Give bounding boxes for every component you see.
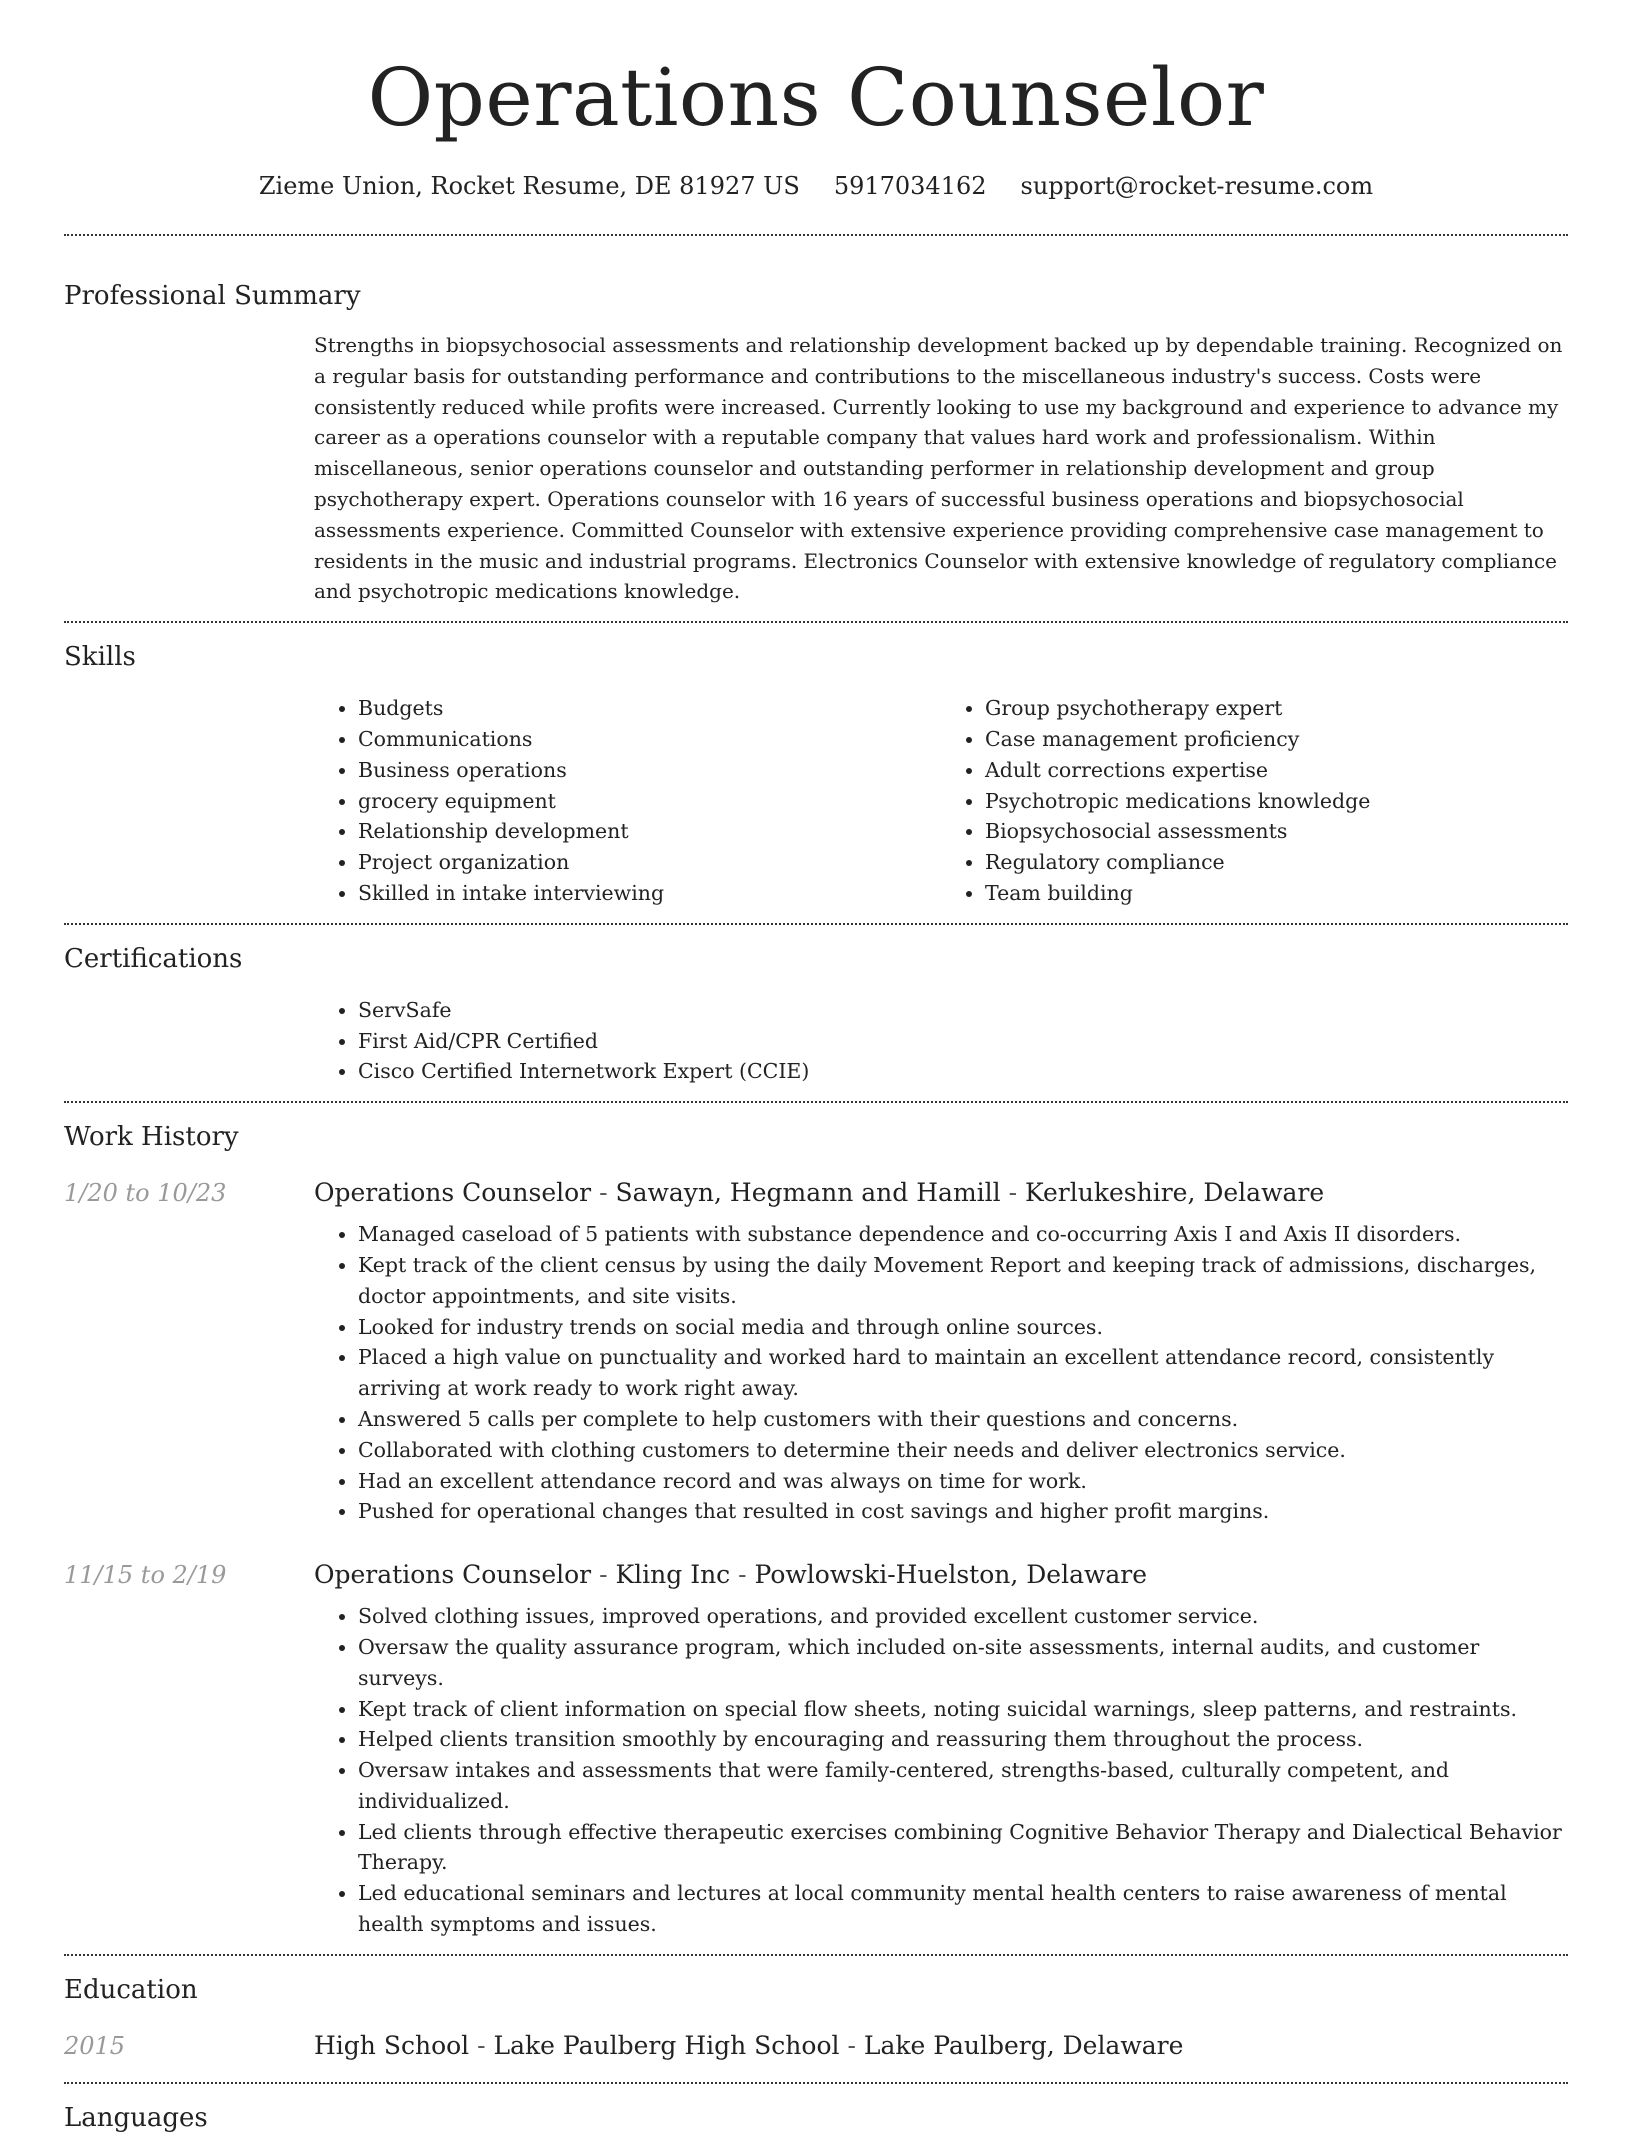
list-item: • Looked for industry trends on social media and through online sources. <box>358 1312 1568 1343</box>
list-item: • Collaborated with clothing customers to determine their needs and deliver electronics service. <box>358 1435 1568 1466</box>
skills-heading: Skills <box>64 642 136 673</box>
job-title-line <box>314 1177 1568 1209</box>
list-item: • Relationship development <box>358 816 941 847</box>
job-company: Kling Inc <box>615 1560 731 1590</box>
list-item: • First Aid/CPR Certified <box>358 1026 1568 1057</box>
education-school: Lake Paulberg High School <box>493 2030 840 2060</box>
separator: - <box>591 1178 616 1208</box>
list-item: • Managed caseload of 5 patients with substance dependence and co-occurring Axis I and Axis II disorders. <box>358 1219 1568 1250</box>
education-section <box>64 1954 1568 2082</box>
certifications-section <box>64 923 1568 1101</box>
separator: - <box>469 2030 494 2060</box>
list-item: • Cisco Certified Internetwork Expert (CCIE) <box>358 1056 1568 1087</box>
skills-section <box>64 621 1568 923</box>
list-item: • Communications <box>358 724 941 755</box>
job-company: Sawayn, Hegmann and Hamill <box>615 1178 1001 1208</box>
list-item: • Led educational seminars and lectures at local community mental health centers to raise awareness of mental health symptoms and issues. <box>358 1878 1568 1940</box>
list-item: • Kept track of client information on special flow sheets, noting suicidal warnings, sleep patterns, and restraints. <box>358 1694 1568 1725</box>
education-date: 2015 <box>64 2031 126 2060</box>
skills-list-left <box>314 693 941 909</box>
job-role: Operations Counselor <box>314 1178 592 1208</box>
separator: - <box>730 1560 755 1590</box>
skills-columns <box>314 673 1568 923</box>
list-item: • Case management proficiency <box>985 724 1568 755</box>
education-heading: Education <box>64 1974 198 2005</box>
languages-heading: Languages <box>64 2102 208 2133</box>
education-entry <box>64 2030 1568 2082</box>
list-item: • Skilled in intake interviewing <box>358 878 941 909</box>
list-item: • Team building <box>985 878 1568 909</box>
certifications-list <box>314 995 1568 1087</box>
certifications-heading: Certifications <box>64 943 243 974</box>
separator: - <box>839 2030 864 2060</box>
contact-line <box>0 172 1632 200</box>
contact-email: support@rocket-resume.com <box>1020 172 1374 200</box>
certifications-body <box>314 975 1568 1101</box>
list-item: • Kept track of the client census by using the daily Movement Report and keeping track of admissions, discharges, doctor appointments, and site visits. <box>358 1250 1568 1312</box>
education-title-line <box>314 2030 1568 2062</box>
summary-text: Strengths in biopsychosocial assessments and relationship development backed up by dependable training. Recognized on a regular basis for outstanding performance and contributions to the miscellaneous industry's success. Costs were consistently reduced while profits were increased. Currently looking to use my background and experience to advance my career as a operations counselor with a reputable company that values hard work and professionalism. Within miscellaneous, senior operations counselor and outstanding performer in relationship development and group psychotherapy expert. Operations counselor with 16 years of successful business operations and biopsychosocial assessments experience. Committed Counselor with extensive experience providing comprehensive case management to residents in the music and industrial programs. Electronics Counselor with extensive knowledge of regulatory compliance and psychotropic medications knowledge. <box>314 333 1563 604</box>
list-item: • Group psychotherapy expert <box>985 693 1568 724</box>
contact-address: Zieme Union, Rocket Resume, DE 81927 US <box>258 172 800 200</box>
job-title-line <box>314 1559 1568 1591</box>
list-item: • Solved clothing issues, improved operations, and provided excellent customer service. <box>358 1601 1568 1632</box>
list-item: • Budgets <box>358 693 941 724</box>
job-role: Operations Counselor <box>314 1560 592 1590</box>
list-item: • ServSafe <box>358 995 1568 1026</box>
summary-heading: Professional Summary <box>64 281 361 311</box>
list-item: • Had an excellent attendance record and was always on time for work. <box>358 1466 1568 1497</box>
list-item: • Psychotropic medications knowledge <box>985 786 1568 817</box>
job-location: Powlowski-Huelston, Delaware <box>754 1560 1148 1590</box>
job-entry <box>64 1177 1568 1527</box>
summary-section <box>64 234 1568 621</box>
contact-phone: 5917034162 <box>833 172 987 200</box>
list-item: • Regulatory compliance <box>985 847 1568 878</box>
list-item: • Led clients through effective therapeutic exercises combining Cognitive Behavior Therapy and Dialectical Behavior Therapy. <box>358 1817 1568 1879</box>
work-history-section <box>64 1101 1568 1954</box>
list-item: • Business operations <box>358 755 941 786</box>
list-item: • Answered 5 calls per complete to help customers with their questions and concerns. <box>358 1404 1568 1435</box>
separator: - <box>1000 1178 1025 1208</box>
languages-section <box>64 2082 1568 2134</box>
job-location: Kerlukeshire, Delaware <box>1024 1178 1325 1208</box>
education-location: Lake Paulberg, Delaware <box>863 2030 1184 2060</box>
list-item: • Placed a high value on punctuality and worked hard to maintain an excellent attendance record, consistently arriving at work ready to work right away. <box>358 1342 1568 1404</box>
list-item: • Biopsychosocial assessments <box>985 816 1568 847</box>
job-date: 1/20 to 10/23 <box>64 1179 227 1208</box>
job-bullets <box>314 1219 1568 1527</box>
job-entry <box>64 1559 1568 1954</box>
work-history-heading: Work History <box>64 1122 239 1153</box>
education-degree: High School <box>314 2030 470 2060</box>
list-item: • Helped clients transition smoothly by encouraging and reassuring them throughout the process. <box>358 1724 1568 1755</box>
job-date: 11/15 to 2/19 <box>64 1561 227 1590</box>
job-bullets <box>314 1601 1568 1940</box>
list-item: • Adult corrections expertise <box>985 755 1568 786</box>
skills-list-right <box>941 693 1568 909</box>
separator: - <box>591 1560 616 1590</box>
resume-name: Operations Counselor <box>367 51 1265 144</box>
list-item: • Pushed for operational changes that resulted in cost savings and higher profit margins. <box>358 1496 1568 1527</box>
list-item: • Project organization <box>358 847 941 878</box>
list-item: • Oversaw intakes and assessments that were family-centered, strengths-based, culturally competent, and individualized. <box>358 1755 1568 1817</box>
list-item: • grocery equipment <box>358 786 941 817</box>
list-item: • Oversaw the quality assurance program, which included on-site assessments, internal audits, and customer surveys. <box>358 1632 1568 1694</box>
